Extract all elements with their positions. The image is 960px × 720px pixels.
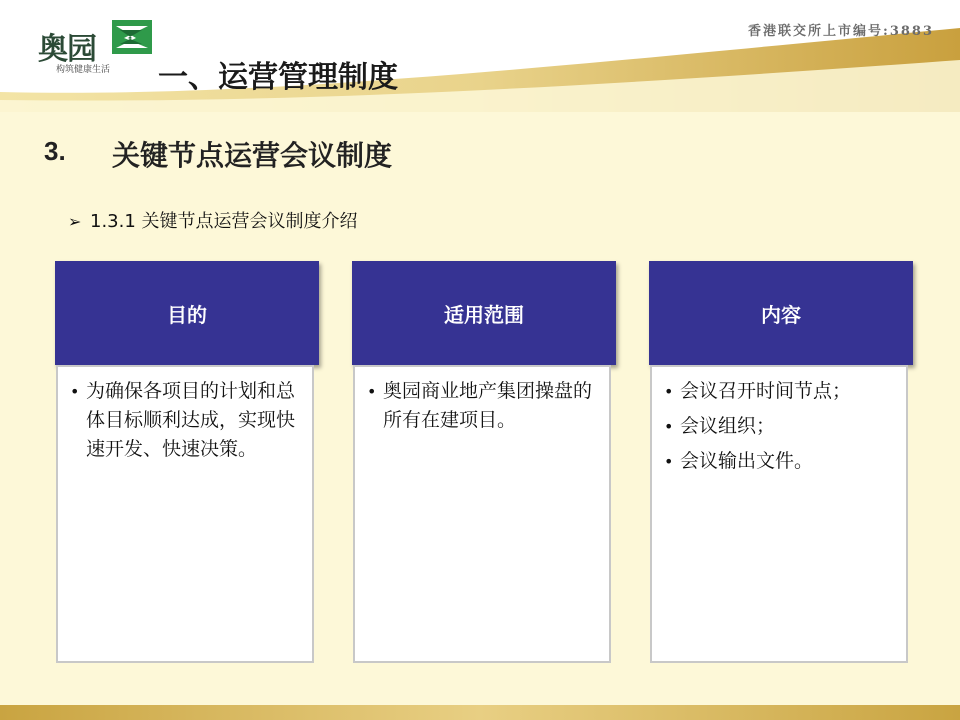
logo-mark-icon <box>110 18 156 58</box>
section-title: 一、运营管理制度 <box>158 60 398 95</box>
arrow-bullet-icon: ➢ <box>68 212 82 231</box>
card-purpose-item: • 为确保各项目的计划和总体目标顺利达成，实现快速开发、快速决策。 <box>86 377 302 464</box>
subheading-number: 3. <box>44 136 66 166</box>
card-content-item-time: • 会议召开时间节点； <box>680 377 896 406</box>
card-content-header: 内容 <box>649 261 913 365</box>
card-scope-header: 适用范围 <box>352 261 616 365</box>
card-content <box>649 261 913 665</box>
subheading-title: 关键节点运营会议制度 <box>112 139 393 172</box>
logo-tagline: 构筑健康生活 <box>56 65 111 75</box>
card-content-body <box>650 365 908 663</box>
card-scope <box>352 261 616 665</box>
company-logo <box>38 18 158 78</box>
card-content-item-output: • 会议输出文件。 <box>680 447 896 476</box>
intro-bullet <box>68 207 358 233</box>
card-scope-body <box>353 365 611 663</box>
card-content-item-organize: • 会议组织； <box>680 412 896 441</box>
logo-text: 奥园 <box>38 32 96 67</box>
card-scope-item: • 奥园商业地产集团操盘的所有在建项目。 <box>383 377 599 435</box>
card-purpose-header: 目的 <box>55 261 319 365</box>
slide-header <box>0 0 960 112</box>
card-purpose-body <box>56 365 314 663</box>
footer-bar <box>0 705 960 720</box>
stock-code: 香港联交所上市编号:3883 <box>748 24 934 39</box>
card-purpose <box>55 261 319 665</box>
intro-bullet-text: 1.3.1 关键节点运营会议制度介绍 <box>90 211 358 232</box>
